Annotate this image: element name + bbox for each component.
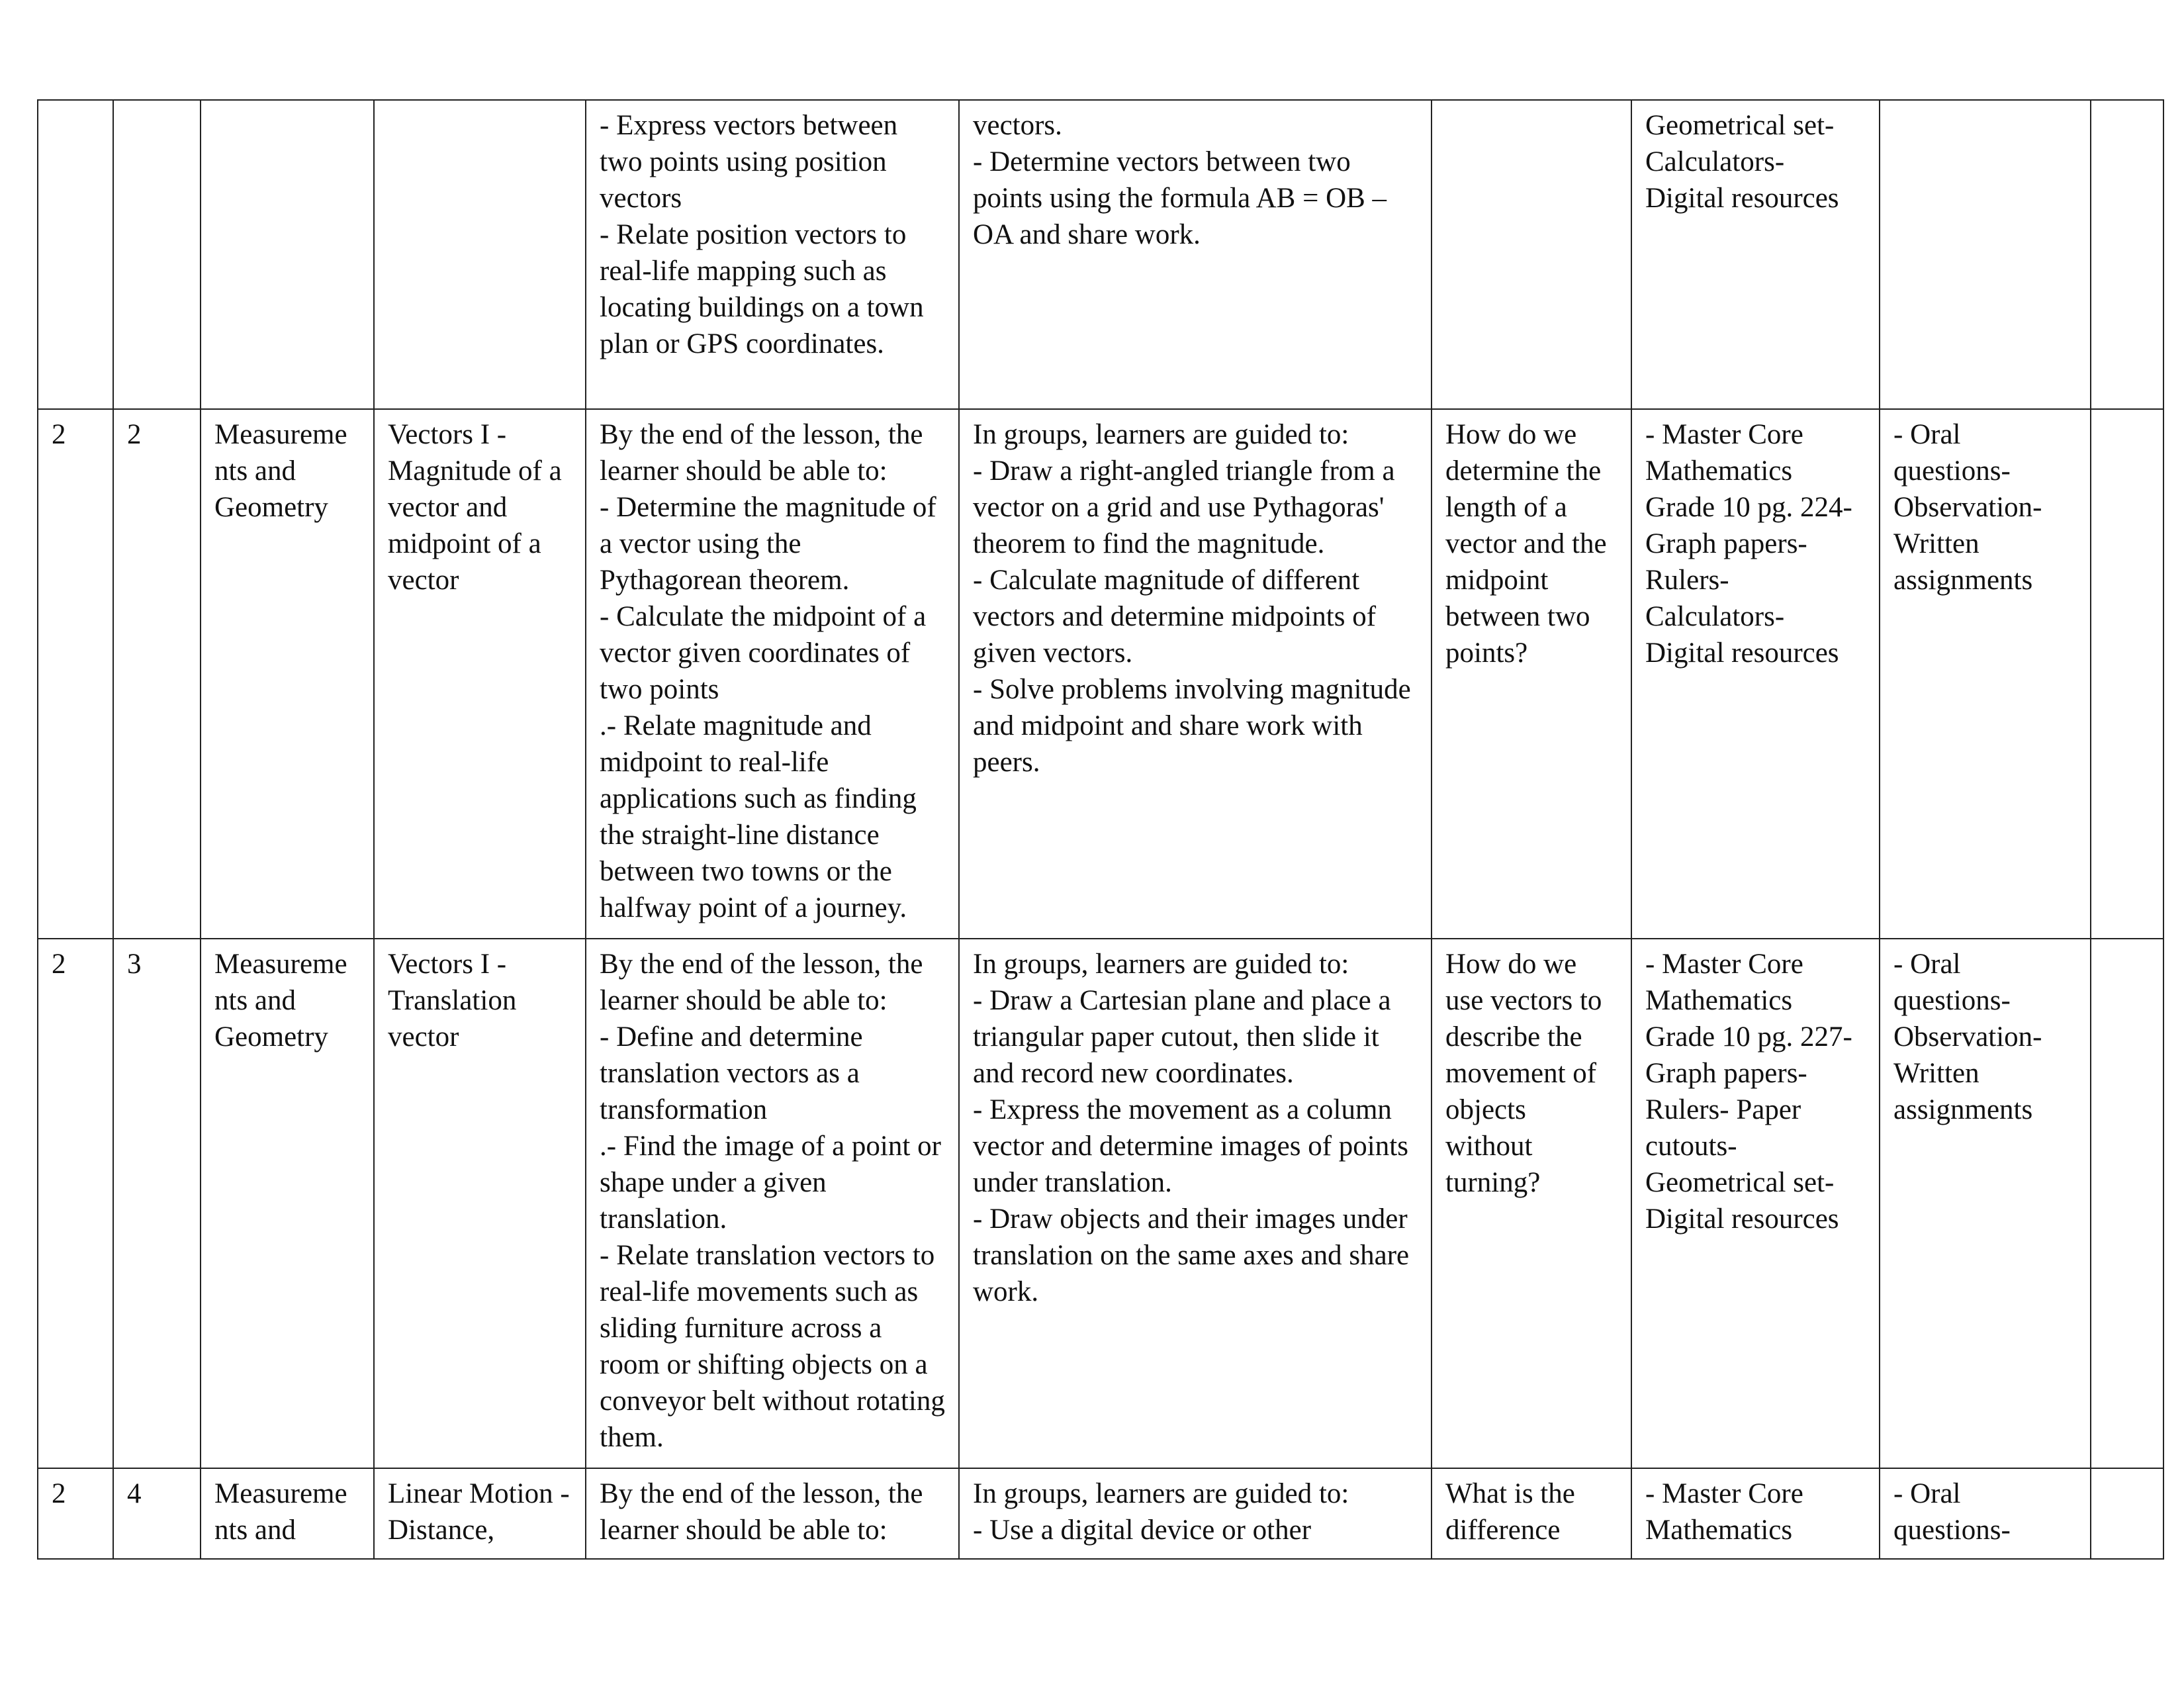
week-cell: 2 <box>38 939 113 1468</box>
sub-strand-cell: Linear Motion - Distance, <box>374 1468 586 1559</box>
table-row <box>38 939 2163 1468</box>
learning-outcomes-cell: By the end of the lesson, the learner should be able to: <box>586 1468 959 1559</box>
resources-cell: - Master Core Mathematics Grade 10 pg. 224- Graph papers- Rulers- Calculators- Digital resources <box>1631 409 1880 939</box>
inquiry-question-cell: What is the difference <box>1432 1468 1631 1559</box>
assessment-cell: - Oral questions- Observation- Written assignments <box>1880 409 2091 939</box>
sub-strand-cell <box>374 100 586 409</box>
remarks-cell <box>2091 939 2163 1468</box>
strand-cell <box>201 100 374 409</box>
sub-strand-cell: Vectors I - Magnitude of a vector and midpoint of a vector <box>374 409 586 939</box>
inquiry-question-cell: How do we use vectors to describe the movement of objects without turning? <box>1432 939 1631 1468</box>
assessment-cell: - Oral questions- <box>1880 1468 2091 1559</box>
remarks-cell <box>2091 1468 2163 1559</box>
strand-cell: Measurements and <box>201 1468 374 1559</box>
table-row <box>38 1468 2163 1559</box>
assessment-cell <box>1880 100 2091 409</box>
remarks-cell <box>2091 100 2163 409</box>
table-row <box>38 100 2163 409</box>
learning-experiences-cell: vectors. - Determine vectors between two points using the formula AB = OB – OA and share work. <box>959 100 1432 409</box>
learning-outcomes-cell: - Express vectors between two points using position vectors - Relate position vectors to real-life mapping such as locating buildings on a town plan or GPS coordinates. <box>586 100 959 409</box>
resources-cell: - Master Core Mathematics <box>1631 1468 1880 1559</box>
assessment-cell: - Oral questions- Observation- Written assignments <box>1880 939 2091 1468</box>
remarks-cell <box>2091 409 2163 939</box>
lesson-cell: 3 <box>113 939 201 1468</box>
resources-cell: Geometrical set- Calculators- Digital resources <box>1631 100 1880 409</box>
scheme-of-work-table <box>37 99 2164 1560</box>
week-cell: 2 <box>38 409 113 939</box>
week-cell: 2 <box>38 1468 113 1559</box>
learning-outcomes-cell: By the end of the lesson, the learner should be able to: - Define and determine translation vectors as a transformation .- Find the image of a point or shape under a given translation. - Relate translation vectors to real-life movements such as sliding furniture across a room or shifting objects on a conveyor belt without rotating them. <box>586 939 959 1468</box>
strand-cell: Measurements and Geometry <box>201 939 374 1468</box>
sub-strand-cell: Vectors I - Translation vector <box>374 939 586 1468</box>
learning-experiences-cell: In groups, learners are guided to: - Draw a Cartesian plane and place a triangular paper cutout, then slide it and record new coordinates. - Express the movement as a column vector and determine images of points under translation. - Draw objects and their images under translation on the same axes and share work. <box>959 939 1432 1468</box>
lesson-cell <box>113 100 201 409</box>
lesson-cell: 4 <box>113 1468 201 1559</box>
learning-outcomes-cell: By the end of the lesson, the learner should be able to: - Determine the magnitude of a vector using the Pythagorean theorem. - Calculate the midpoint of a vector given coordinates of two points .- Relate magnitude and midpoint to real-life applications such as finding the straight-line distance between two towns or the halfway point of a journey. <box>586 409 959 939</box>
lesson-cell: 2 <box>113 409 201 939</box>
resources-cell: - Master Core Mathematics Grade 10 pg. 227- Graph papers- Rulers- Paper cutouts- Geometrical set- Digital resources <box>1631 939 1880 1468</box>
strand-cell: Measurements and Geometry <box>201 409 374 939</box>
learning-experiences-cell: In groups, learners are guided to: - Draw a right-angled triangle from a vector on a grid and use Pythagoras' theorem to find the magnitude. - Calculate magnitude of different vectors and determine midpoints of given vectors. - Solve problems involving magnitude and midpoint and share work with peers. <box>959 409 1432 939</box>
learning-experiences-cell: In groups, learners are guided to: - Use a digital device or other <box>959 1468 1432 1559</box>
table-row <box>38 409 2163 939</box>
week-cell <box>38 100 113 409</box>
inquiry-question-cell <box>1432 100 1631 409</box>
inquiry-question-cell: How do we determine the length of a vector and the midpoint between two points? <box>1432 409 1631 939</box>
